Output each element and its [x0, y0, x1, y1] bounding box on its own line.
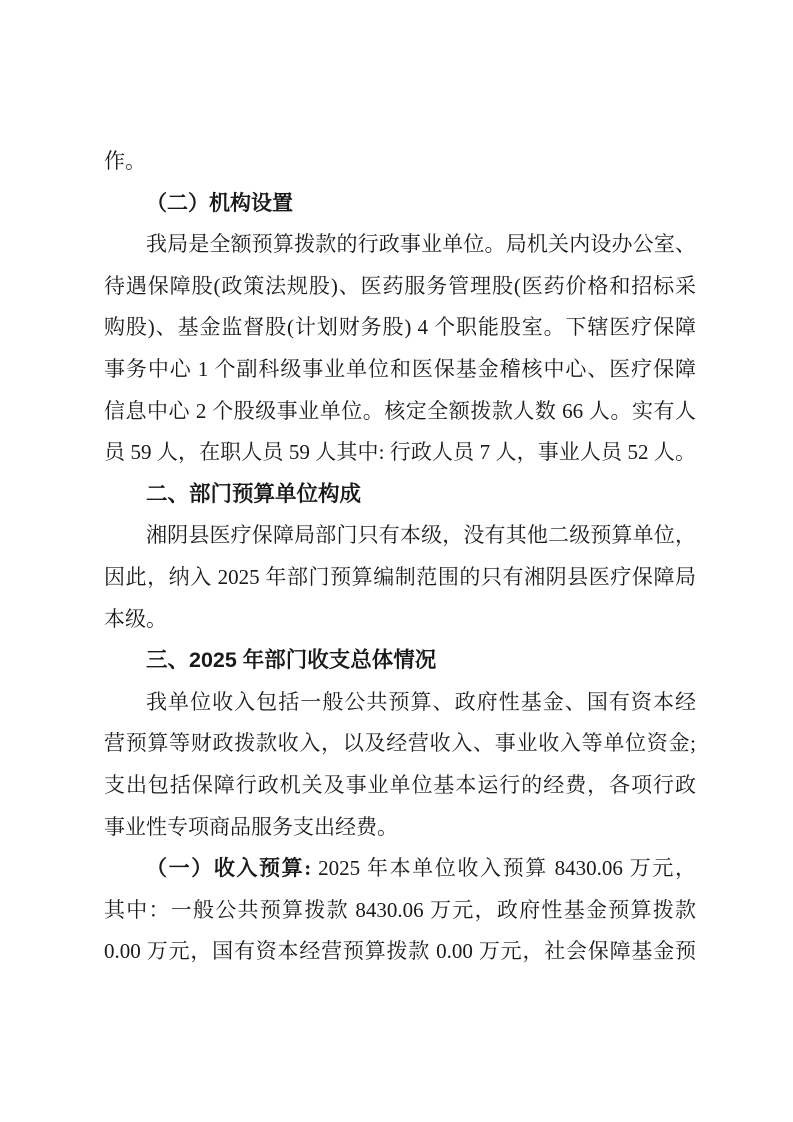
- document-content: [104, 141, 696, 973]
- budget-units-paragraph-line: 因此，纳入 2025 年部门预算编制范围的只有湘阴县医疗保障局: [104, 564, 696, 589]
- income-budget-paragraph-line: 其中：一般公共预算拨款 8430.06 万元，政府性基金预算拨款: [104, 897, 696, 922]
- heading-org-setup: （二）机构设置: [146, 190, 293, 215]
- budget-units-paragraph-line: 湘阴县医疗保障局部门只有本级，没有其他二级预算单位，: [146, 523, 696, 548]
- heading-budget-units: 二、部门预算单位构成: [146, 481, 362, 506]
- org-paragraph-line: 信息中心 2 个股级事业单位。核定全额拨款人数 66 人。实有人: [104, 398, 696, 423]
- org-paragraph-line: 我局是全额预算拨款的行政事业单位。局机关内设办公室、: [146, 232, 696, 257]
- heading-income-expense-overview: 三、2025 年部门收支总体情况: [146, 648, 437, 673]
- overview-paragraph-line: 支出包括保障行政机关及事业单位基本运行的经费，各项行政: [104, 772, 696, 797]
- income-budget-paragraph-line: 0.00 万元，国有资本经营预算拨款 0.00 万元，社会保障基金预: [104, 939, 696, 964]
- continuation-line: 作。: [104, 149, 146, 173]
- income-budget-rest: 2025 年本单位收入预算 8430.06 万元，: [311, 856, 696, 881]
- income-budget-line: [104, 848, 696, 890]
- org-paragraph-line: 事务中心 1 个副科级事业单位和医保基金稽核中心、医疗保障: [104, 356, 696, 381]
- budget-units-paragraph-line: 本级。: [104, 606, 167, 631]
- org-paragraph-line: 购股)、基金监督股(计划财务股) 4 个职能股室。下辖医疗保障: [104, 315, 696, 340]
- overview-paragraph-line: 我单位收入包括一般公共预算、政府性基金、国有资本经: [146, 689, 696, 714]
- income-budget-lead: （一）收入预算:: [146, 856, 312, 881]
- overview-paragraph-line: 营预算等财政拨款收入，以及经营收入、事业收入等单位资金;: [104, 731, 696, 756]
- org-paragraph-line: 员 59 人，在职人员 59 人其中: 行政人员 7 人，事业人员 52 人。: [104, 440, 696, 465]
- overview-paragraph-line: 事业性专项商品服务支出经费。: [104, 814, 398, 839]
- org-paragraph-line: 待遇保障股(政策法规股)、医药服务管理股(医药价格和招标采: [104, 273, 696, 298]
